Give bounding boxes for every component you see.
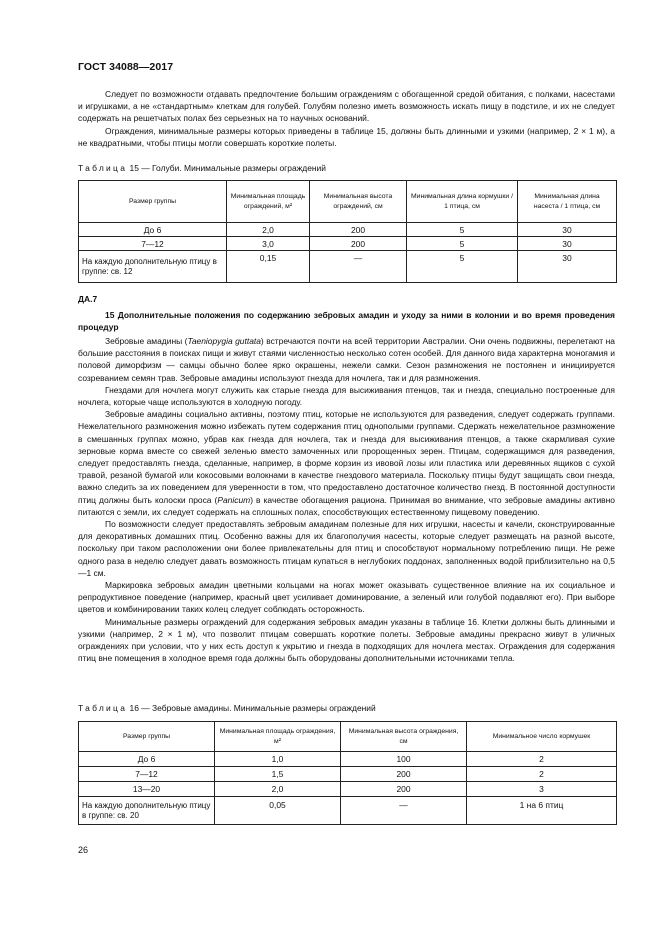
table-header-row [79, 181, 617, 223]
table-cell: — [310, 251, 407, 283]
paragraph [78, 335, 615, 384]
caption-text: 16 — Зебровые амадины. Минимальные размеры ограждений [129, 703, 376, 713]
table-16-caption [78, 703, 376, 713]
caption-label: Таблица [78, 703, 128, 713]
table-cell: 200 [310, 237, 407, 251]
section-label: ДА.7 [78, 294, 98, 304]
table-cell: На каждую дополнительную птицу в группе: св. 20 [79, 797, 215, 825]
intro-text [78, 88, 615, 149]
header-cell: Минимальная высота ограждений, см [310, 181, 407, 223]
table-cell: 0,15 [227, 251, 310, 283]
header-cell: Минимальная длина кормушки / 1 птица, см [407, 181, 518, 223]
table-cell: 200 [310, 223, 407, 237]
table-cell: 3,0 [227, 237, 310, 251]
table-cell: 2 [467, 767, 617, 782]
table-row [79, 223, 617, 237]
document-header: ГОСТ 34088—2017 [78, 61, 174, 73]
page-number: 26 [78, 845, 89, 855]
header-cell: Минимальная площадь ограждения, м² [215, 722, 341, 752]
table-cell: — [341, 797, 467, 825]
table-cell: 5 [407, 223, 518, 237]
table-cell: 3 [467, 782, 617, 797]
table-cell: 5 [407, 251, 518, 283]
table-cell: 1 на 6 птиц [467, 797, 617, 825]
latin-name: Panicum [217, 494, 251, 505]
paragraph: Маркировка зебровых амадин цветными кольцами на ногах может оказывать существенное влияние на их социальное и репродуктивное поведение (например, красный цвет усиливает доминирование, а зеленый или голубой подавляют его). При выборе цветов и комбинировании таких колец следует соблюдать осторожность. [78, 580, 615, 615]
table-cell: До 6 [79, 223, 227, 237]
table-cell: 1,0 [215, 752, 341, 767]
table-15 [78, 180, 617, 283]
table-row [79, 797, 617, 825]
table-header-row [79, 722, 617, 752]
header-cell: Минимальное число кормушек [467, 722, 617, 752]
table-cell: До 6 [79, 752, 215, 767]
table-row [79, 237, 617, 251]
table-row [79, 782, 617, 797]
table-cell: 30 [518, 223, 617, 237]
paragraph: По возможности следует предоставлять зебровым амадинам полезные для них игрушки, насесты и качели, сконструированные для декоративных домашних птиц. Особенно важны для их благополучия насесты, которые следует размещать на разной высоте, поскольку при таком расположении они более привлекательны для птиц и способствуют нормальному потреблению пищи. Не реже одного раза в неделю следует давать возможность птицам купаться в неглубоких поддонах, заполненных водой приблизительно на 0,5—1 см. [78, 519, 615, 578]
text-run: ) встречаются почти на всей территории Австралии. Они очень подвижны, перелетают на большие расстояния в поисках пищи и живут стаями численностью несколько сотен особей. Для данного вида характерна моногамия и половой диморфизм — самцы обычно более ярко окрашены, нежели самки. Сезон размножения не постоянен и инициируется созреванием семян трав. Зебровые амадины используют гнезда для ночлега, так и для размножения. [78, 336, 615, 383]
text-run: Зебровые амадины ( [105, 336, 188, 346]
table-cell: 200 [341, 767, 467, 782]
caption-text: 15 — Голуби. Минимальные размеры ограждений [129, 163, 326, 173]
table-cell: 7—12 [79, 237, 227, 251]
paragraph [78, 408, 615, 518]
table-cell: 7—12 [79, 767, 215, 782]
table-cell: 2,0 [227, 223, 310, 237]
table-15-caption [78, 163, 326, 173]
header-cell: Минимальная длина насеста / 1 птица, см [518, 181, 617, 223]
table-cell: 30 [518, 237, 617, 251]
header-cell: Размер группы [79, 181, 227, 223]
header-cell: Минимальная площадь ограждений, м² [227, 181, 310, 223]
table-cell: 200 [341, 782, 467, 797]
paragraph: Минимальные размеры ограждений для содержания зебровых амадин указаны в таблице 16. Клетки должны быть длинными и узкими (например, 2 × 1 м), что позволит птицам совершать короткие полеты. Зебровые амадины прекрасно живут в уличных ограждениях при условии, что у них есть доступ к укрытию и гнезда в подходящих для ночлега местах. Ограждения для содержания птиц вне помещения в холодное время года должны быть оборудованы дополнительными источниками тепла. [78, 616, 615, 664]
table-cell: 30 [518, 251, 617, 283]
caption-label: Таблица [78, 163, 128, 173]
table-cell: 13—20 [79, 782, 215, 797]
table-cell: 5 [407, 237, 518, 251]
table-row [79, 752, 617, 767]
table-cell: 100 [341, 752, 467, 767]
table-row [79, 767, 617, 782]
header-cell: Минимальная высота ограждения, см [341, 722, 467, 752]
table-cell: На каждую дополнительную птицу в группе: св. 12 [79, 251, 227, 283]
paragraph: Следует по возможности отдавать предпочтение большим ограждениям с обогащенной средой обитания, с полками, насестами и игрушками, а не «стандартным» клеткам для голубей. Голубям полезно иметь возможность искать пищу в подстиле, и их не следует содержать на решетчатых полах без серьезных на то научных оснований. [78, 89, 615, 124]
latin-name: Taeniopygia guttata [187, 336, 261, 346]
header-cell: Размер группы [79, 722, 215, 752]
paragraph: Гнездами для ночлега могут служить как старые гнезда для высиживания птенцов, так и гнезда, специально построенные для ночлега, которые чаще используются в холодную погоду. [78, 384, 615, 408]
text-run: ) в качестве обогащения рациона. Принимая во внимание, что зебровые амадины активно питаются с земли, их следует содержать на сплошных полах, способствующих естественному пищевому поведению. [78, 494, 615, 517]
table-cell: 0,05 [215, 797, 341, 825]
body-text [78, 335, 615, 664]
table-row [79, 251, 617, 283]
table-cell: 1,5 [215, 767, 341, 782]
paragraph: Ограждения, минимальные размеры которых приведены в таблице 15, должны быть длинными и узкими (например, 2 × 1 м), а не квадратными, чтобы птицы могли совершать короткие полеты. [78, 125, 615, 148]
table-cell: 2 [467, 752, 617, 767]
text-run: Зебровые амадины социально активны, поэтому птиц, которые не используются для разведения, следует содержать группами. Нежелательного размножения можно избежать путем содержания птиц однополыми группами. Сдержать нежелательное размножение в смешанных группах можно, убрав как гнезда для ночлега, так и гнезда для высиживания птенцов, а также скармливая сухие зерновые корма вместе со свежей зеленью вместо замоченных или пророщенных зерен. Птицам, содержащимся для разведения, следует предоставлять гнезда, сделанные, например, в форме корзин из ивовой лозы или пластика или деревянных ящиков с сухой травой, резаной бумагой или кокосовыми волокнами в качестве гнездового материала. Поскольку птицы будут защищать свои гнезда, важно следить за их поведением для уверенности в том, что предоставлено достаточное количество гнезд. В постоянной доступности птиц должны быть колоски проса ( [78, 409, 615, 505]
table-16 [78, 721, 617, 825]
section-heading: 15 Дополнительные положения по содержанию зебровых амадин и уходу за ними в колонии и во время проведения процедур [78, 310, 615, 333]
table-cell: 2,0 [215, 782, 341, 797]
